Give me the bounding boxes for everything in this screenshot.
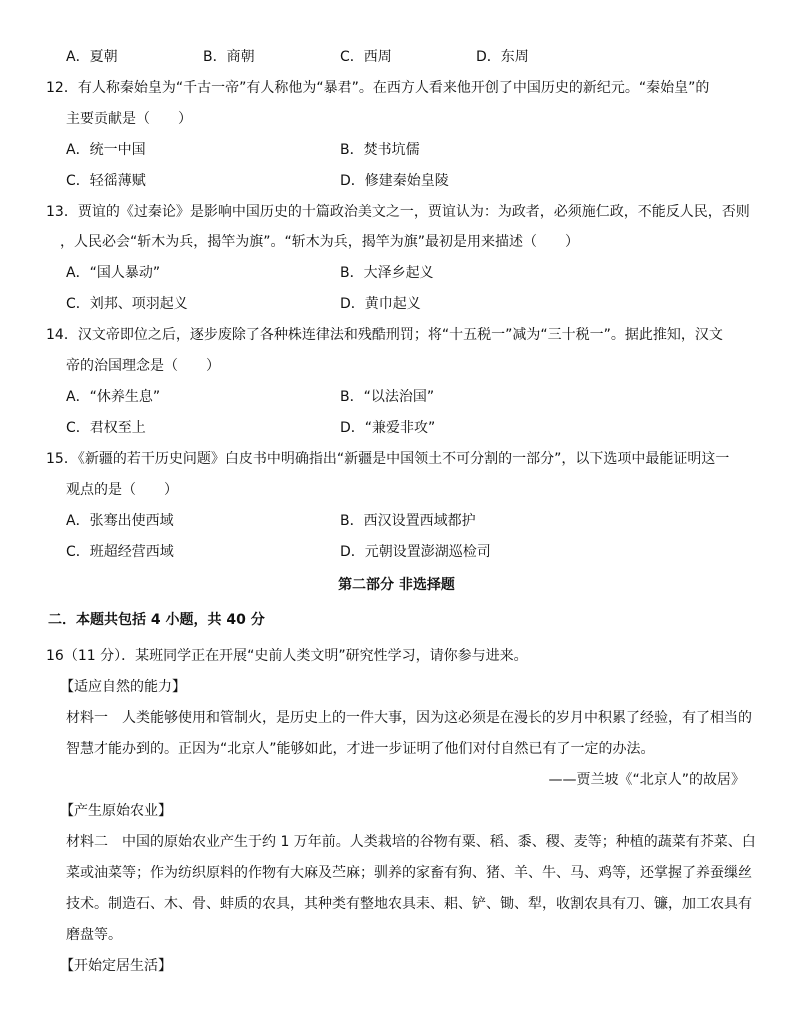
q13-option-b: B．大泽乡起义	[340, 265, 434, 281]
q11-option-b: B．商朝	[203, 49, 255, 65]
q14-option-b: B．“以法治国”	[340, 389, 435, 405]
q16-heading-agriculture: 【产生原始农业】	[60, 803, 172, 819]
q16-heading-settlement: 【开始定居生活】	[60, 958, 172, 974]
q12-option-d: D．修建秦始皇陵	[340, 173, 449, 189]
q16-heading-nature: 【适应自然的能力】	[60, 679, 186, 695]
q13-stem-line2: ，人民必会“斩木为兵，揭竿为旗”。“斩木为兵，揭竿为旗”最初是用来描述（ ）	[60, 234, 580, 250]
q12-option-a: A．统一中国	[66, 142, 146, 158]
q11-option-d: D．东周	[476, 49, 529, 65]
material-one-line2: 智慧才能办到的。正因为“北京人”能够如此，才进一步证明了他们对付自然已有了一定的办法。	[66, 741, 655, 757]
section-two-heading: 二．本题共包括 4 小题，共 40 分	[48, 612, 265, 628]
material-one-source: ——贾兰坡《“北京人”的故居》	[548, 772, 745, 788]
q12-option-b: B．焚书坑儒	[340, 142, 420, 158]
q14-option-c: C．君权至上	[66, 420, 146, 436]
q16-intro: 16（11 分）．某班同学正在开展“史前人类文明”研究性学习，请你参与进来。	[46, 648, 528, 664]
q11-option-c: C．西周	[340, 49, 392, 65]
material-two-line1: 材料二 中国的原始农业产生于约 1 万年前。人类栽培的谷物有粟、稻、黍、稷、麦等；种植的蔬菜有芥菜、白	[66, 834, 756, 850]
q13-stem-line1: 13．贾谊的《过秦论》是影响中国历史的十篇政治美文之一，贾谊认为：为政者，必须施仁政，不能反人民，否则	[46, 204, 750, 220]
q14-stem-line2: 帝的治国理念是（ ）	[66, 358, 220, 374]
material-one-line1: 材料一 人类能够使用和管制火，是历史上的一件大事，因为这必须是在漫长的岁月中积累了经验，有了相当的	[66, 710, 752, 726]
q11-option-a: A．夏朝	[66, 49, 118, 65]
q15-option-b: B．西汉设置西域都护	[340, 513, 476, 529]
q13-option-a: A．“国人暴动”	[66, 265, 161, 281]
q15-option-a: A．张骞出使西域	[66, 513, 174, 529]
q12-stem-line1: 12．有人称秦始皇为“千古一帝”有人称他为“暴君”。在西方人看来他开创了中国历史的新纪元。“秦始皇”的	[46, 80, 710, 96]
q15-stem-line2: 观点的是（ ）	[66, 482, 178, 498]
q12-option-c: C．轻徭薄赋	[66, 173, 146, 189]
q13-option-d: D．黄巾起义	[340, 296, 421, 312]
q15-option-d: D．元朝设置澎湖巡检司	[340, 544, 491, 560]
material-two-line4: 磨盘等。	[66, 927, 122, 943]
q14-option-a: A．“休养生息”	[66, 389, 161, 405]
part-two-title: 第二部分 非选择题	[338, 577, 455, 593]
q13-option-c: C．刘邦、项羽起义	[66, 296, 188, 312]
material-two-line2: 菜或油菜等；作为纺织原料的作物有大麻及苎麻；驯养的家畜有狗、猪、羊、牛、马、鸡等，还掌握了养蚕缫丝	[66, 865, 752, 881]
q15-stem-line1: 15．《新疆的若干历史问题》白皮书中明确指出“新疆是中国领土不可分割的一部分”，以下选项中最能证明这一	[46, 451, 730, 467]
material-two-line3: 技术。制造石、木、骨、蚌质的农具，其种类有整地农具耒、耜、铲、锄、犁，收割农具有刀、镰，加工农具有	[66, 896, 752, 912]
q14-option-d: D．“兼爱非攻”	[340, 420, 436, 436]
q15-option-c: C．班超经营西域	[66, 544, 174, 560]
q14-stem-line1: 14．汉文帝即位之后，逐步废除了各种株连律法和残酷刑罚；将“十五税一”减为“三十税一”。据此推知，汉文	[46, 327, 723, 343]
q12-stem-line2: 主要贡献是（ ）	[66, 111, 192, 127]
